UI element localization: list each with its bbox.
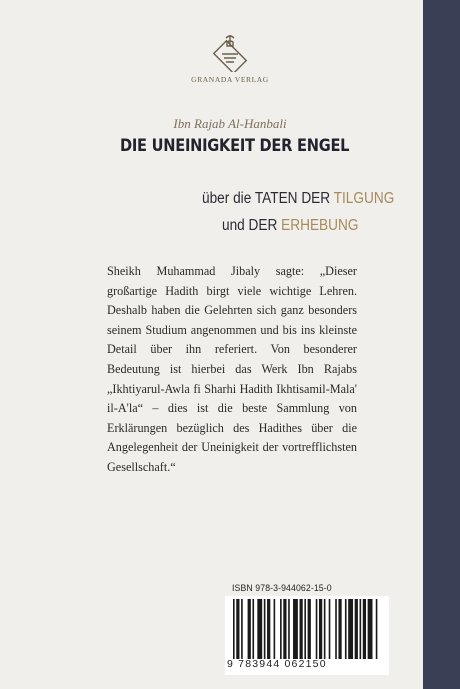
book-spine-strip bbox=[423, 0, 460, 689]
author-name: Ibn Rajab Al-Hanbali bbox=[173, 116, 287, 131]
subtitle-line-2 bbox=[222, 217, 358, 235]
publisher-name: GRANADA VERLAG bbox=[191, 75, 269, 84]
back-cover-blurb: Sheikh Muhammad Jibaly sagte: „Dieser großartige Hadith birgt viele wichtige Lehren. Deshalb haben die Gelehrten sich ganz besonders seinem Studium angenommen und bis ins kleinste Detail über ihn referiert. Von besonderer Bedeutung ist hierbei das Werk Ibn Rajabs „Ikhtiyarul-Awla fi Sharhi Hadith Ikhtisamil-Mala' il-A'la“ – dies ist die beste Sammlung von Erklärungen bezüglich des Hadithes über die Angelegenheit der Uneinigkeit der vortrefflichsten Gesellschaft.“ bbox=[107, 264, 357, 474]
subtitle-word: und bbox=[222, 217, 249, 234]
granada-verlag-logo-icon bbox=[210, 30, 250, 72]
subtitle-word: TATEN DER bbox=[254, 190, 334, 207]
subtitle-line-1 bbox=[202, 190, 394, 208]
subtitle-accent-word: TILGUNG bbox=[333, 190, 395, 207]
subtitle-word: über die bbox=[202, 190, 255, 207]
barcode-area bbox=[225, 596, 389, 675]
subtitle-accent-word: ERHEBUNG bbox=[281, 217, 359, 234]
subtitle-word: DER bbox=[248, 217, 282, 234]
barcode-digits: 9 783944 062150 bbox=[227, 658, 327, 670]
isbn-number: ISBN 978-3-944062-15-0 bbox=[232, 583, 332, 594]
book-title: DIE UNEINIGKEIT DER ENGEL bbox=[120, 136, 350, 156]
barcode-icon bbox=[233, 599, 379, 659]
